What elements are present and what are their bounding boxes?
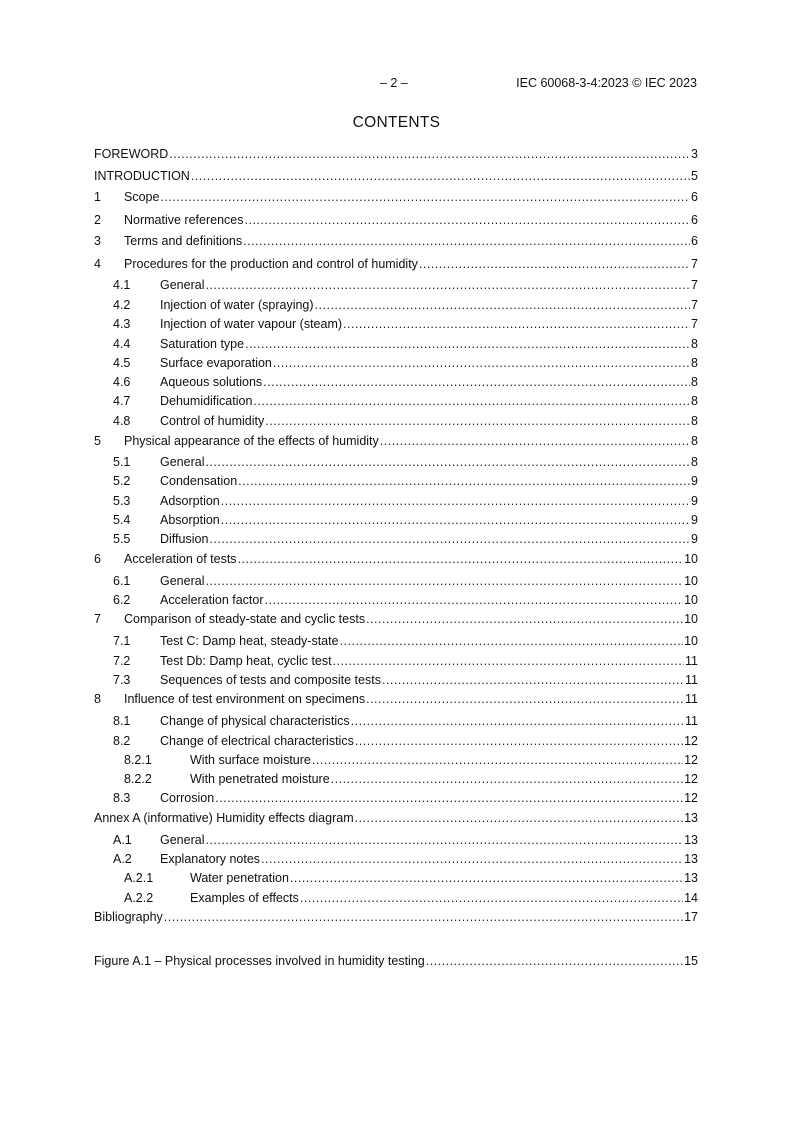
toc-entry-title: FOREWORD: [94, 147, 169, 161]
toc-leader-dots: [205, 832, 683, 848]
toc-entry-page: 7: [691, 298, 698, 312]
toc-entry-title: Aqueous solutions: [160, 375, 263, 389]
toc-entry[interactable]: [94, 374, 698, 390]
toc-entry-title: Adsorption: [160, 494, 220, 508]
toc-entry[interactable]: [94, 691, 698, 707]
toc-entry-number: A.2: [113, 852, 132, 866]
toc-entry-page: 13: [684, 811, 698, 825]
toc-leader-dots: [312, 752, 683, 768]
toc-leader-dots: [205, 454, 690, 470]
toc-entry-title: Comparison of steady-state and cyclic tests: [124, 612, 366, 626]
toc-entry-number: 5.5: [113, 532, 131, 546]
toc-leader-dots: [340, 633, 684, 649]
toc-leader-dots: [380, 433, 690, 449]
toc-entry-number: 1: [94, 190, 101, 204]
toc-entry-page: 8: [691, 394, 698, 408]
toc-entry-page: 6: [691, 234, 698, 248]
toc-entry-title: Corrosion: [160, 791, 215, 805]
toc-leader-dots: [205, 573, 683, 589]
toc-entry-number: 4: [94, 257, 101, 271]
toc-entry[interactable]: [94, 233, 698, 249]
toc-leader-dots: [351, 713, 684, 729]
toc-entry-title: Water penetration: [190, 871, 289, 885]
toc-entry-number: 4.6: [113, 375, 131, 389]
toc-entry[interactable]: [94, 890, 698, 906]
toc-entry-title: Condensation: [160, 474, 238, 488]
toc-leader-dots: [243, 233, 690, 249]
toc-entry-number: 8.1: [113, 714, 131, 728]
toc-leader-dots: [209, 531, 690, 547]
toc-entry-number: 5.1: [113, 455, 131, 469]
toc-entry-number: 3: [94, 234, 101, 248]
toc-entry-title: Diffusion: [160, 532, 209, 546]
toc-entry-number: 4.3: [113, 317, 131, 331]
toc-entry-number: A.2.2: [124, 891, 154, 905]
toc-entry-number: 4.1: [113, 278, 131, 292]
toc-entry-number: 4.2: [113, 298, 131, 312]
page-number: – 2 –: [380, 76, 408, 90]
toc-entry-number: A.1: [113, 833, 132, 847]
toc-entry-number: 5: [94, 434, 101, 448]
toc-leader-dots: [290, 870, 683, 886]
toc-entry[interactable]: [94, 531, 698, 547]
toc-entry-page: 12: [684, 734, 698, 748]
toc-leader-dots: [221, 493, 690, 509]
toc-entry-title: General: [160, 574, 205, 588]
toc-leader-dots: [343, 316, 690, 332]
toc-entry-title: Control of humidity: [160, 414, 265, 428]
toc-entry[interactable]: [94, 733, 698, 749]
toc-entry-page: 10: [684, 552, 698, 566]
toc-entry-title: Terms and definitions: [124, 234, 243, 248]
toc-entry-page: 12: [684, 772, 698, 786]
toc-entry-number: 7.3: [113, 673, 131, 687]
toc-entry-title: General: [160, 455, 205, 469]
toc-entry-number: 8.3: [113, 791, 131, 805]
toc-entry-page: 8: [691, 375, 698, 389]
toc-entry-page: 10: [684, 593, 698, 607]
toc-entry[interactable]: [94, 168, 698, 184]
toc-entry-title: Dehumidification: [160, 394, 253, 408]
toc-entry[interactable]: [94, 256, 698, 272]
toc-entry-title: Absorption: [160, 513, 220, 527]
toc-leader-dots: [261, 851, 683, 867]
toc-entry-title: Procedures for the production and control of humidity: [124, 257, 418, 271]
toc-entry-page: 10: [684, 634, 698, 648]
toc-entry-page: 13: [684, 871, 698, 885]
toc-entry-title: Change of physical characteristics: [160, 714, 350, 728]
toc-entry-page: 5: [691, 169, 698, 183]
toc-entry-number: 8: [94, 692, 101, 706]
toc-entry-title: Bibliography: [94, 910, 163, 924]
toc-entry[interactable]: [94, 393, 698, 409]
toc-entry-page: 7: [691, 278, 698, 292]
toc-entry-page: 10: [684, 574, 698, 588]
toc-entry[interactable]: [94, 832, 698, 848]
toc-entry[interactable]: [94, 189, 698, 205]
toc-entry-number: 5.4: [113, 513, 131, 527]
toc-entry-number: 7.2: [113, 654, 131, 668]
toc-entry[interactable]: [94, 771, 698, 787]
toc-entry-page: 8: [691, 356, 698, 370]
toc-entry[interactable]: [94, 909, 698, 925]
toc-entry-title: Change of electrical characteristics: [160, 734, 354, 748]
toc-entry-number: 8.2: [113, 734, 131, 748]
figure-list-entry[interactable]: [94, 953, 698, 969]
toc-leader-dots: [265, 413, 690, 429]
toc-entry-number: 6.2: [113, 593, 131, 607]
toc-entry-number: A.2.1: [124, 871, 154, 885]
toc-entry-title: Scope: [124, 190, 160, 204]
toc-entry-page: 11: [685, 654, 698, 668]
toc-entry-number: 8.2.2: [124, 772, 152, 786]
toc-entry-title: INTRODUCTION: [94, 169, 190, 183]
toc-entry-page: 9: [691, 494, 698, 508]
toc-leader-dots: [215, 790, 683, 806]
toc-entry-page: 7: [691, 257, 698, 271]
toc-entry-title: Normative references: [124, 213, 244, 227]
toc-leader-dots: [221, 512, 690, 528]
toc-leader-dots: [426, 953, 683, 969]
toc-entry-title: Annex A (informative) Humidity effects diagram: [94, 811, 354, 825]
toc-entry-title: Surface evaporation: [160, 356, 272, 370]
toc-entry-number: 5.2: [113, 474, 131, 488]
toc-entry-page: 9: [691, 474, 698, 488]
toc-leader-dots: [238, 473, 690, 489]
toc-entry-page: 13: [684, 833, 698, 847]
toc-leader-dots: [245, 212, 691, 228]
toc-entry-title: With surface moisture: [190, 753, 311, 767]
toc-leader-dots: [273, 355, 690, 371]
toc-entry[interactable]: [94, 277, 698, 293]
toc-entry-page: 10: [684, 612, 698, 626]
toc-entry[interactable]: [94, 551, 698, 567]
toc-leader-dots: [265, 592, 684, 608]
toc-entry-title: Examples of effects: [190, 891, 299, 905]
toc-entry[interactable]: [94, 672, 698, 688]
toc-entry[interactable]: [94, 336, 698, 352]
toc-entry-number: 7.1: [113, 634, 131, 648]
toc-entry-title: Explanatory notes: [160, 852, 261, 866]
toc-entry-page: 8: [691, 337, 698, 351]
toc-entry-number: 8.2.1: [124, 753, 152, 767]
toc-entry[interactable]: [94, 355, 698, 371]
toc-entry-title: With penetrated moisture: [190, 772, 330, 786]
toc-entry-number: 6: [94, 552, 101, 566]
toc-leader-dots: [164, 909, 683, 925]
toc-entry-page: 15: [684, 954, 698, 968]
toc-leader-dots: [245, 336, 690, 352]
toc-entry-page: 3: [691, 147, 698, 161]
toc-entry-title: Injection of water vapour (steam): [160, 317, 343, 331]
toc-entry-title: General: [160, 833, 205, 847]
toc-entry-page: 8: [691, 434, 698, 448]
toc-leader-dots: [238, 551, 684, 567]
toc-entry[interactable]: [94, 433, 698, 449]
toc-entry-title: Acceleration factor: [160, 593, 264, 607]
toc-entry-number: 6.1: [113, 574, 131, 588]
toc-entry-number: 4.5: [113, 356, 131, 370]
toc-leader-dots: [366, 691, 684, 707]
toc-entry[interactable]: [94, 790, 698, 806]
toc-entry[interactable]: [94, 512, 698, 528]
toc-entry-page: 6: [691, 190, 698, 204]
document-id: IEC 60068-3-4:2023 © IEC 2023: [516, 76, 697, 90]
toc-entry[interactable]: [94, 316, 698, 332]
toc-entry-title: Figure A.1 – Physical processes involved in humidity testing: [94, 954, 425, 968]
toc-entry-page: 8: [691, 455, 698, 469]
toc-entry[interactable]: [94, 752, 698, 768]
toc-entry-title: Influence of test environment on specimens: [124, 692, 366, 706]
toc-leader-dots: [382, 672, 684, 688]
toc-leader-dots: [355, 810, 683, 826]
toc-entry-number: 2: [94, 213, 101, 227]
toc-entry-number: 4.7: [113, 394, 131, 408]
toc-entry-number: 7: [94, 612, 101, 626]
toc-entry-page: 9: [691, 532, 698, 546]
toc-entry-page: 14: [684, 891, 698, 905]
toc-leader-dots: [315, 297, 691, 313]
toc-entry-title: Test Db: Damp heat, cyclic test: [160, 654, 332, 668]
toc-entry-number: 4.4: [113, 337, 131, 351]
toc-leader-dots: [169, 146, 690, 162]
toc-entry-page: 8: [691, 414, 698, 428]
toc-entry-number: 4.8: [113, 414, 131, 428]
toc-entry[interactable]: [94, 212, 698, 228]
toc-entry[interactable]: [94, 810, 698, 826]
toc-entry[interactable]: [94, 851, 698, 867]
toc-entry[interactable]: [94, 592, 698, 608]
toc-entry-page: 12: [684, 753, 698, 767]
toc-entry-page: 11: [685, 714, 698, 728]
toc-entry-title: Sequences of tests and composite tests: [160, 673, 381, 687]
toc-entry-title: Saturation type: [160, 337, 245, 351]
toc-leader-dots: [355, 733, 683, 749]
toc-entry[interactable]: [94, 653, 698, 669]
toc-entry-page: 11: [685, 692, 698, 706]
toc-leader-dots: [263, 374, 690, 390]
toc-entry-page: 13: [684, 852, 698, 866]
toc-leader-dots: [253, 393, 690, 409]
toc-leader-dots: [331, 771, 683, 787]
toc-entry[interactable]: [94, 454, 698, 470]
toc-entry[interactable]: [94, 493, 698, 509]
toc-entry[interactable]: [94, 573, 698, 589]
toc-entry-title: Physical appearance of the effects of humidity: [124, 434, 379, 448]
toc-entry[interactable]: [94, 870, 698, 886]
toc-entry[interactable]: [94, 146, 698, 162]
toc-entry[interactable]: [94, 713, 698, 729]
toc-entry-title: General: [160, 278, 205, 292]
toc-entry[interactable]: [94, 473, 698, 489]
toc-leader-dots: [419, 256, 690, 272]
toc-leader-dots: [333, 653, 684, 669]
toc-entry-page: 11: [685, 673, 698, 687]
toc-entry[interactable]: [94, 633, 698, 649]
contents-title: CONTENTS: [352, 114, 441, 131]
toc-entry-title: Injection of water (spraying): [160, 298, 314, 312]
toc-entry-number: 5.3: [113, 494, 131, 508]
toc-entry-page: 6: [691, 213, 698, 227]
toc-leader-dots: [300, 890, 683, 906]
toc-leader-dots: [205, 277, 690, 293]
toc-entry-page: 12: [684, 791, 698, 805]
toc-leader-dots: [160, 189, 690, 205]
toc-leader-dots: [191, 168, 690, 184]
toc-entry[interactable]: [94, 413, 698, 429]
toc-entry-title: Acceleration of tests: [124, 552, 237, 566]
toc-entry[interactable]: [94, 297, 698, 313]
toc-entry-page: 17: [684, 910, 698, 924]
toc-entry-page: 7: [691, 317, 698, 331]
toc-entry-title: Test C: Damp heat, steady-state: [160, 634, 339, 648]
toc-leader-dots: [366, 611, 683, 627]
toc-entry-page: 9: [691, 513, 698, 527]
toc-entry[interactable]: [94, 611, 698, 627]
